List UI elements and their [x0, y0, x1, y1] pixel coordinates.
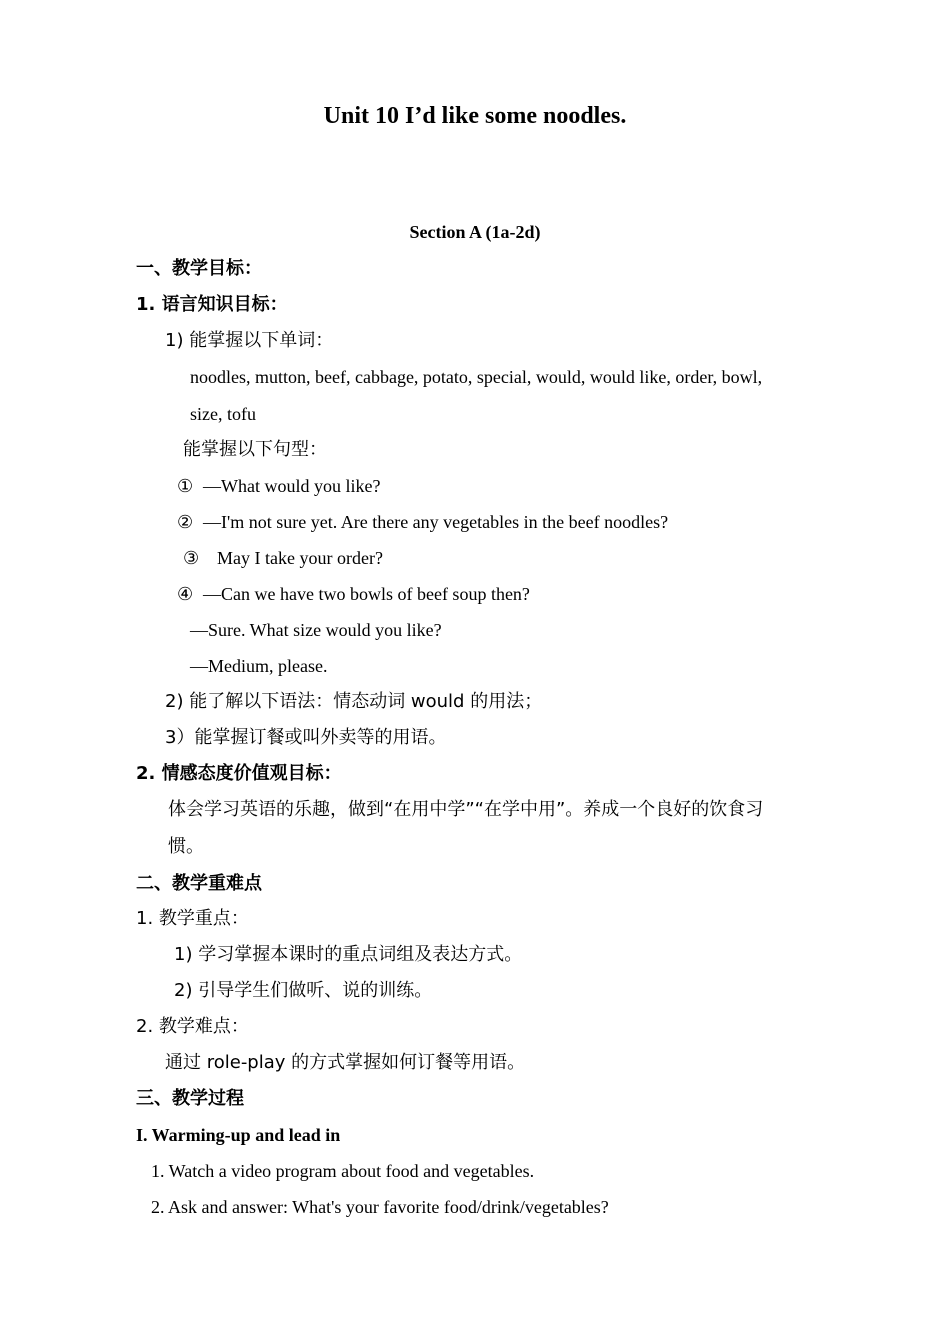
pattern-text: May I take your order?: [217, 548, 383, 568]
goal1-sub1-label: 1) 能掌握以下单词：: [165, 330, 334, 351]
pattern-item: [177, 582, 530, 607]
pattern-text: —What would you like?: [203, 476, 381, 496]
circled-number: ①: [177, 476, 194, 497]
goal2-line-1: 体会学习英语的乐趣，做到“在用中学”“在学中用”。养成一个良好的饮食习: [168, 799, 764, 820]
page-title: Unit 10 I’d like some noodles.: [323, 103, 627, 129]
goal1-sub2: 2) 能了解以下语法：情态动词 would 的用法；: [165, 691, 543, 712]
key-item-2: 2) 引导学生们做听、说的训练。: [174, 980, 433, 1001]
pattern-text: —Can we have two bowls of beef soup then?: [203, 584, 530, 604]
heading-teaching-goals: 一、教学目标：: [136, 258, 262, 279]
circled-number: ④: [177, 584, 194, 605]
circled-number: ③: [183, 548, 200, 569]
heading-key-points: 二、教学重难点: [136, 873, 262, 894]
difficult-heading: 2. 教学难点：: [136, 1016, 249, 1037]
key-heading: 1. 教学重点：: [136, 908, 249, 929]
heading-teaching-process: 三、教学过程: [136, 1088, 244, 1109]
process-step-2: 2. Ask and answer: What's your favorite food/drink/vegetables?: [151, 1197, 609, 1217]
goal1-heading: 1. 语言知识目标：: [136, 294, 288, 315]
pattern-text: —I'm not sure yet. Are there any vegetables in the beef noodles?: [203, 512, 669, 532]
pattern-item: [177, 510, 668, 535]
goal1-sub3: 3）能掌握订餐或叫外卖等的用语。: [165, 727, 447, 748]
vocab-line-1: noodles, mutton, beef, cabbage, potato, special, would, would like, order, bowl,: [190, 367, 763, 387]
pattern-item: [183, 546, 383, 571]
section-heading: Section A (1a-2d): [409, 222, 541, 242]
patterns-label: 能掌握以下句型：: [183, 439, 327, 460]
pattern-reply-1: —Sure. What size would you like?: [190, 620, 442, 640]
difficult-item: 通过 role-play 的方式掌握如何订餐等用语。: [165, 1052, 526, 1073]
key-item-1: 1) 学习掌握本课时的重点词组及表达方式。: [174, 944, 523, 965]
goal2-line-2: 惯。: [168, 836, 204, 857]
vocab-line-2: size, tofu: [190, 404, 256, 424]
process-heading: I. Warming-up and lead in: [136, 1125, 341, 1145]
goal2-heading: 2. 情感态度价值观目标：: [136, 763, 342, 784]
pattern-reply-2: —Medium, please.: [190, 656, 328, 676]
circled-number: ②: [177, 512, 194, 533]
process-step-1: 1. Watch a video program about food and vegetables.: [151, 1161, 535, 1181]
pattern-item: [177, 474, 380, 499]
